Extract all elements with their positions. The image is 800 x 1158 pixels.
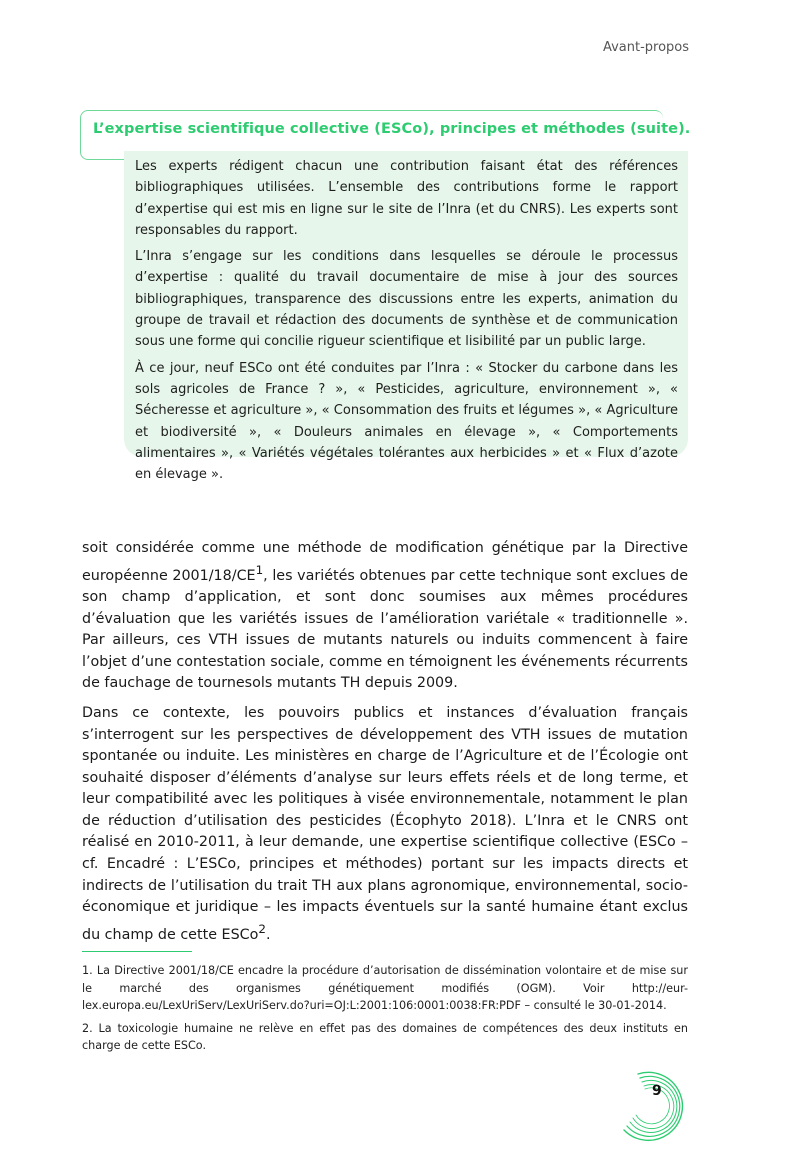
box-body: [124, 151, 688, 483]
page-number: 9: [652, 1083, 662, 1099]
box-title: L’expertise scientifique collective (ESCo), principes et méthodes (suite).: [93, 121, 691, 137]
page-number-swirl: [612, 1066, 694, 1148]
footnote-ref: 2: [258, 921, 266, 936]
body-text: [82, 538, 688, 954]
footnote-rule: [82, 951, 192, 952]
box-paragraph: À ce jour, neuf ESCo ont été conduites par l’Inra : « Stocker du carbone dans les sols agricoles de France ? », « Pesticides, agriculture, environnement », « Sécheresse et agriculture », « Consommation des fruits et légumes », « Agriculture et biodiversité », « Douleurs animales en élevage », « Comportements alimentaires », « Variétés végétales tolérantes aux herbicides » et « Flux d’azote en élevage ».: [135, 360, 678, 483]
body-text-run: soit considérée comme une méthode de modification génétique par la Directive européenne 2001/18/CE: [82, 540, 688, 584]
box-paragraph: Les experts rédigent chacun une contribution faisant état des références bibliographiques utilisées. L’ensemble des contributions forme le rapport d’expertise qui est mis en ligne sur le site de l’Inra (et du CNRS). Les experts sont responsables du rapport.: [135, 159, 678, 238]
footnote: 1. La Directive 2001/18/CE encadre la procédure d’autorisation de dissémination volontaire et de mise sur le marché des organismes génétiquement modifiés (OGM). Voir http://eur-lex.europa.eu/LexUriServ/LexUriServ.do?uri=OJ:L:2001:106:0001:0038:FR:PDF – consulté le 30-01-2014.: [82, 964, 688, 1012]
footnotes: [82, 962, 688, 1060]
body-paragraph: [82, 538, 688, 695]
footnote-ref: 1: [255, 562, 264, 577]
body-text-run: Dans ce contexte, les pouvoirs publics et instances d’évaluation français s’interrogent sur les perspectives de développement des VTH issues de mutation spontanée ou induite. Les ministères en charge de l’Agriculture et de l’Écologie ont souhaité disposer d’éléments d’analyse sur leurs effets réels et de long terme, et leur compatibilité avec les politiques à visée environnementale, notamment le plan de réduction d’utilisation des pesticides (Écophyto 2018). L’Inra et le CNRS ont réalisé en 2010-2011, à leur demande, une expertise scientifique collective (ESCo – cf. Encadré : L’ESCo, principes et méthodes) portant sur les impacts directs et indirects de l’utilisation du trait TH aux plans agronomique, environnemental, socio-économique et juridique – les impacts éventuels sur la santé humaine étant exclus du champ de cette ESCo: [82, 704, 688, 943]
running-header: Avant-propos: [602, 40, 689, 55]
body-paragraph: [82, 703, 688, 946]
body-text-run: .: [265, 926, 271, 943]
footnote: 2. La toxicologie humaine ne relève en effet pas des domaines de compétences des deux instituts en charge de cette ESCo.: [82, 1021, 688, 1052]
box-paragraph: L’Inra s’engage sur les conditions dans lesquelles se déroule le processus d’expertise : qualité du travail documentaire de mise à jour des sources bibliographiques, transparence des discussions entre les experts, animation du groupe de travail et rédaction des documents de synthèse et de communication sous une forme qui concilie rigueur scientifique et lisibilité par un public large.: [135, 249, 678, 350]
body-text-run: , les variétés obtenues par cette technique sont exclues de son champ d’application, et sont donc soumises aux mêmes procédures d’évaluation que les variétés issues de l’amélioration variétale « traditionnelle ». Par ailleurs, ces VTH issues de mutants naturels ou induits commencent à faire l’objet d’une contestation sociale, comme en témoignent les événements récurrents de fauchage de tournesols mutants TH depuis 2009.: [82, 567, 688, 692]
